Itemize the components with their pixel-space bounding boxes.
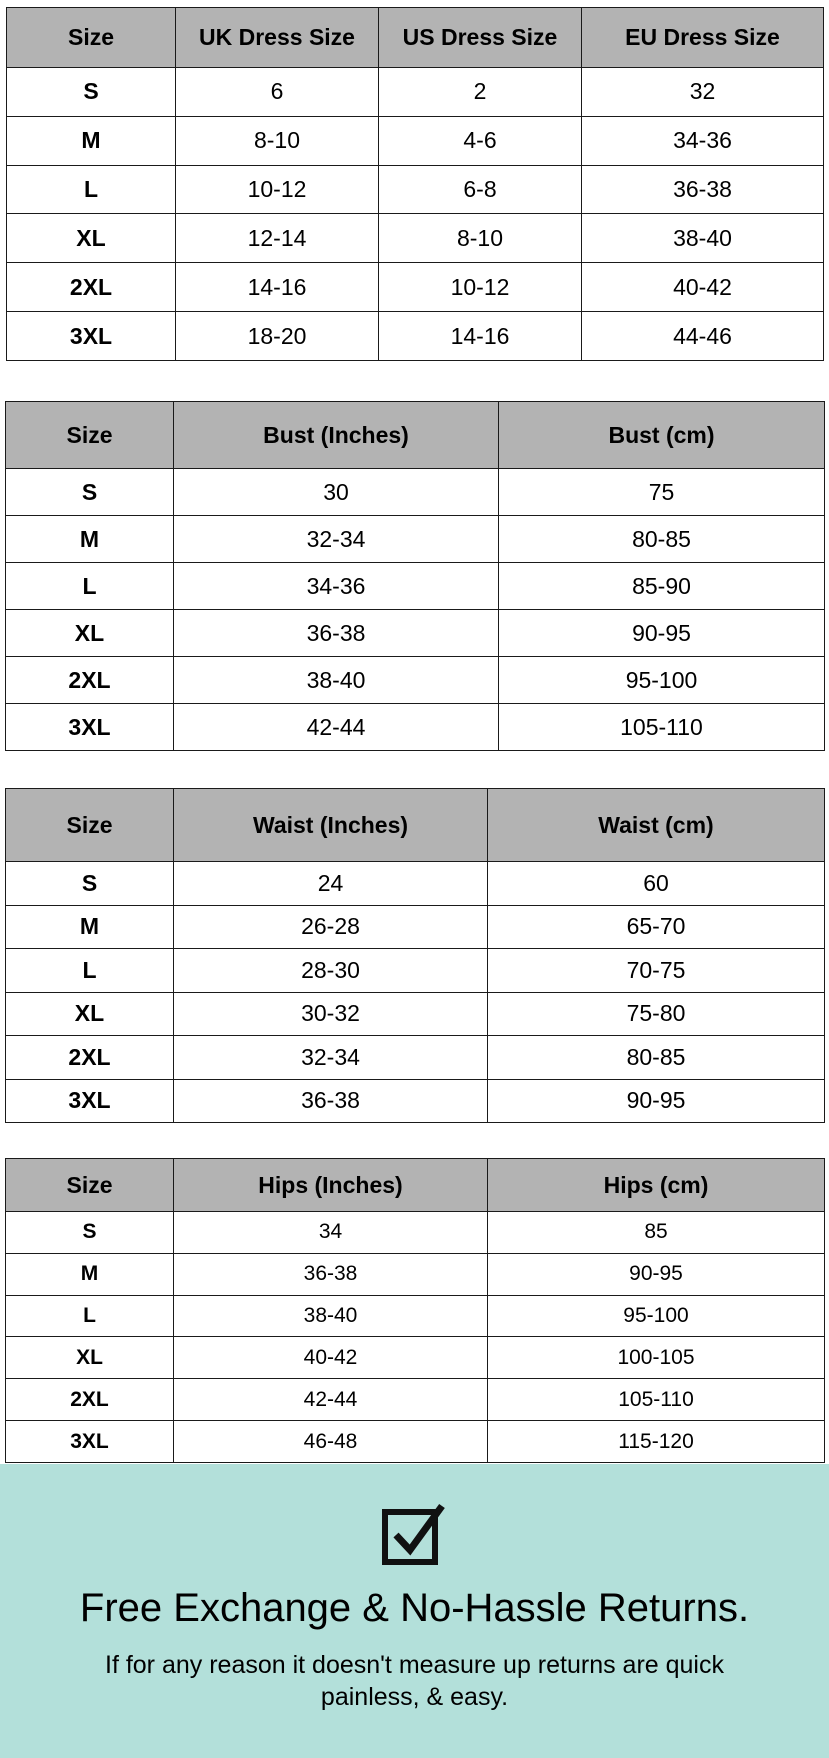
table-cell: 30-32 [174, 992, 488, 1036]
size-cell: 3XL [6, 1421, 174, 1463]
table-cell: 80-85 [499, 516, 825, 563]
table-row [7, 214, 824, 263]
checkbox-checked-icon [381, 1502, 447, 1566]
table-cell: 40-42 [174, 1337, 488, 1379]
table-cell: 75-80 [488, 992, 825, 1036]
table-header-row [6, 402, 825, 469]
table-cell: 14-16 [176, 263, 379, 312]
table-cell: 80-85 [488, 1036, 825, 1080]
table-row [7, 165, 824, 214]
header-cell: UK Dress Size [176, 8, 379, 68]
table-cell: 36-38 [582, 165, 824, 214]
table-cell: 2 [379, 68, 582, 117]
table-cell: 6 [176, 68, 379, 117]
table-cell: 36-38 [174, 610, 499, 657]
table-cell: 42-44 [174, 1379, 488, 1421]
returns-headline: Free Exchange & No-Hassle Returns. [79, 1586, 750, 1630]
table-cell: 10-12 [379, 263, 582, 312]
table-cell: 6-8 [379, 165, 582, 214]
header-cell: Size [7, 8, 176, 68]
size-cell: XL [6, 992, 174, 1036]
table-cell: 32-34 [174, 1036, 488, 1080]
size-cell: XL [6, 1337, 174, 1379]
size-cell: M [6, 905, 174, 949]
table-cell: 100-105 [488, 1337, 825, 1379]
table-cell: 10-12 [176, 165, 379, 214]
size-cell: L [6, 1295, 174, 1337]
table-row [6, 1421, 825, 1463]
waist-size-table [5, 788, 825, 1123]
header-cell: Bust (cm) [499, 402, 825, 469]
table-cell: 8-10 [379, 214, 582, 263]
table-cell: 24 [174, 862, 488, 906]
table-cell: 60 [488, 862, 825, 906]
table-cell: 95-100 [499, 657, 825, 704]
size-cell: XL [7, 214, 176, 263]
table-row [7, 263, 824, 312]
size-cell: L [6, 949, 174, 993]
table-cell: 90-95 [488, 1253, 825, 1295]
dress-size-table [6, 7, 824, 361]
table-cell: 105-110 [499, 704, 825, 751]
size-cell: 2XL [7, 263, 176, 312]
table-cell: 38-40 [174, 1295, 488, 1337]
table-row [6, 704, 825, 751]
table-cell: 95-100 [488, 1295, 825, 1337]
table-cell: 34-36 [174, 563, 499, 610]
table-cell: 75 [499, 469, 825, 516]
header-cell: Waist (cm) [488, 789, 825, 862]
table-cell: 36-38 [174, 1253, 488, 1295]
table-row [6, 1379, 825, 1421]
hips-size-table [5, 1158, 825, 1463]
table-cell: 26-28 [174, 905, 488, 949]
table-cell: 38-40 [582, 214, 824, 263]
header-cell: Hips (cm) [488, 1159, 825, 1212]
returns-banner [0, 1464, 829, 1758]
header-cell: Waist (Inches) [174, 789, 488, 862]
table-row [7, 312, 824, 361]
table-row [6, 563, 825, 610]
table-row [6, 905, 825, 949]
size-cell: XL [6, 610, 174, 657]
table-cell: 28-30 [174, 949, 488, 993]
header-cell: Hips (Inches) [174, 1159, 488, 1212]
table-cell: 34 [174, 1212, 488, 1254]
table-header-row [6, 789, 825, 862]
table-cell: 8-10 [176, 116, 379, 165]
size-cell: 2XL [6, 1379, 174, 1421]
table-row [7, 116, 824, 165]
table-cell: 90-95 [488, 1079, 825, 1123]
size-cell: 3XL [6, 704, 174, 751]
size-cell: L [7, 165, 176, 214]
table-cell: 105-110 [488, 1379, 825, 1421]
table-row [6, 469, 825, 516]
table-cell: 40-42 [582, 263, 824, 312]
size-cell: M [6, 516, 174, 563]
table-cell: 65-70 [488, 905, 825, 949]
table-cell: 32-34 [174, 516, 499, 563]
table-header-row [7, 8, 824, 68]
table-cell: 4-6 [379, 116, 582, 165]
table-row [6, 1253, 825, 1295]
table-cell: 30 [174, 469, 499, 516]
table-cell: 18-20 [176, 312, 379, 361]
size-cell: 3XL [6, 1079, 174, 1123]
table-cell: 46-48 [174, 1421, 488, 1463]
table-cell: 85-90 [499, 563, 825, 610]
header-cell: Size [6, 789, 174, 862]
table-row [6, 657, 825, 704]
size-cell: 2XL [6, 1036, 174, 1080]
size-cell: S [7, 68, 176, 117]
table-row [7, 68, 824, 117]
table-cell: 36-38 [174, 1079, 488, 1123]
returns-description: If for any reason it doesn't measure up returns are quick painless, & easy. [105, 1651, 724, 1711]
size-cell: 2XL [6, 657, 174, 704]
table-row [6, 1295, 825, 1337]
table-cell: 38-40 [174, 657, 499, 704]
table-cell: 12-14 [176, 214, 379, 263]
table-row [6, 610, 825, 657]
size-cell: S [6, 862, 174, 906]
table-cell: 90-95 [499, 610, 825, 657]
table-cell: 44-46 [582, 312, 824, 361]
table-cell: 14-16 [379, 312, 582, 361]
size-cell: M [6, 1253, 174, 1295]
table-row [6, 1036, 825, 1080]
table-row [6, 1079, 825, 1123]
table-row [6, 516, 825, 563]
size-cell: L [6, 563, 174, 610]
header-cell: Size [6, 1159, 174, 1212]
table-header-row [6, 1159, 825, 1212]
table-row [6, 949, 825, 993]
header-cell: EU Dress Size [582, 8, 824, 68]
table-row [6, 862, 825, 906]
size-cell: S [6, 469, 174, 516]
size-cell: 3XL [7, 312, 176, 361]
table-cell: 42-44 [174, 704, 499, 751]
table-row [6, 992, 825, 1036]
table-cell: 32 [582, 68, 824, 117]
bust-size-table [5, 401, 825, 751]
table-cell: 34-36 [582, 116, 824, 165]
table-cell: 85 [488, 1212, 825, 1254]
table-row [6, 1337, 825, 1379]
size-cell: M [7, 116, 176, 165]
table-row [6, 1212, 825, 1254]
header-cell: Bust (Inches) [174, 402, 499, 469]
header-cell: Size [6, 402, 174, 469]
size-cell: S [6, 1212, 174, 1254]
table-cell: 70-75 [488, 949, 825, 993]
table-cell: 115-120 [488, 1421, 825, 1463]
header-cell: US Dress Size [379, 8, 582, 68]
